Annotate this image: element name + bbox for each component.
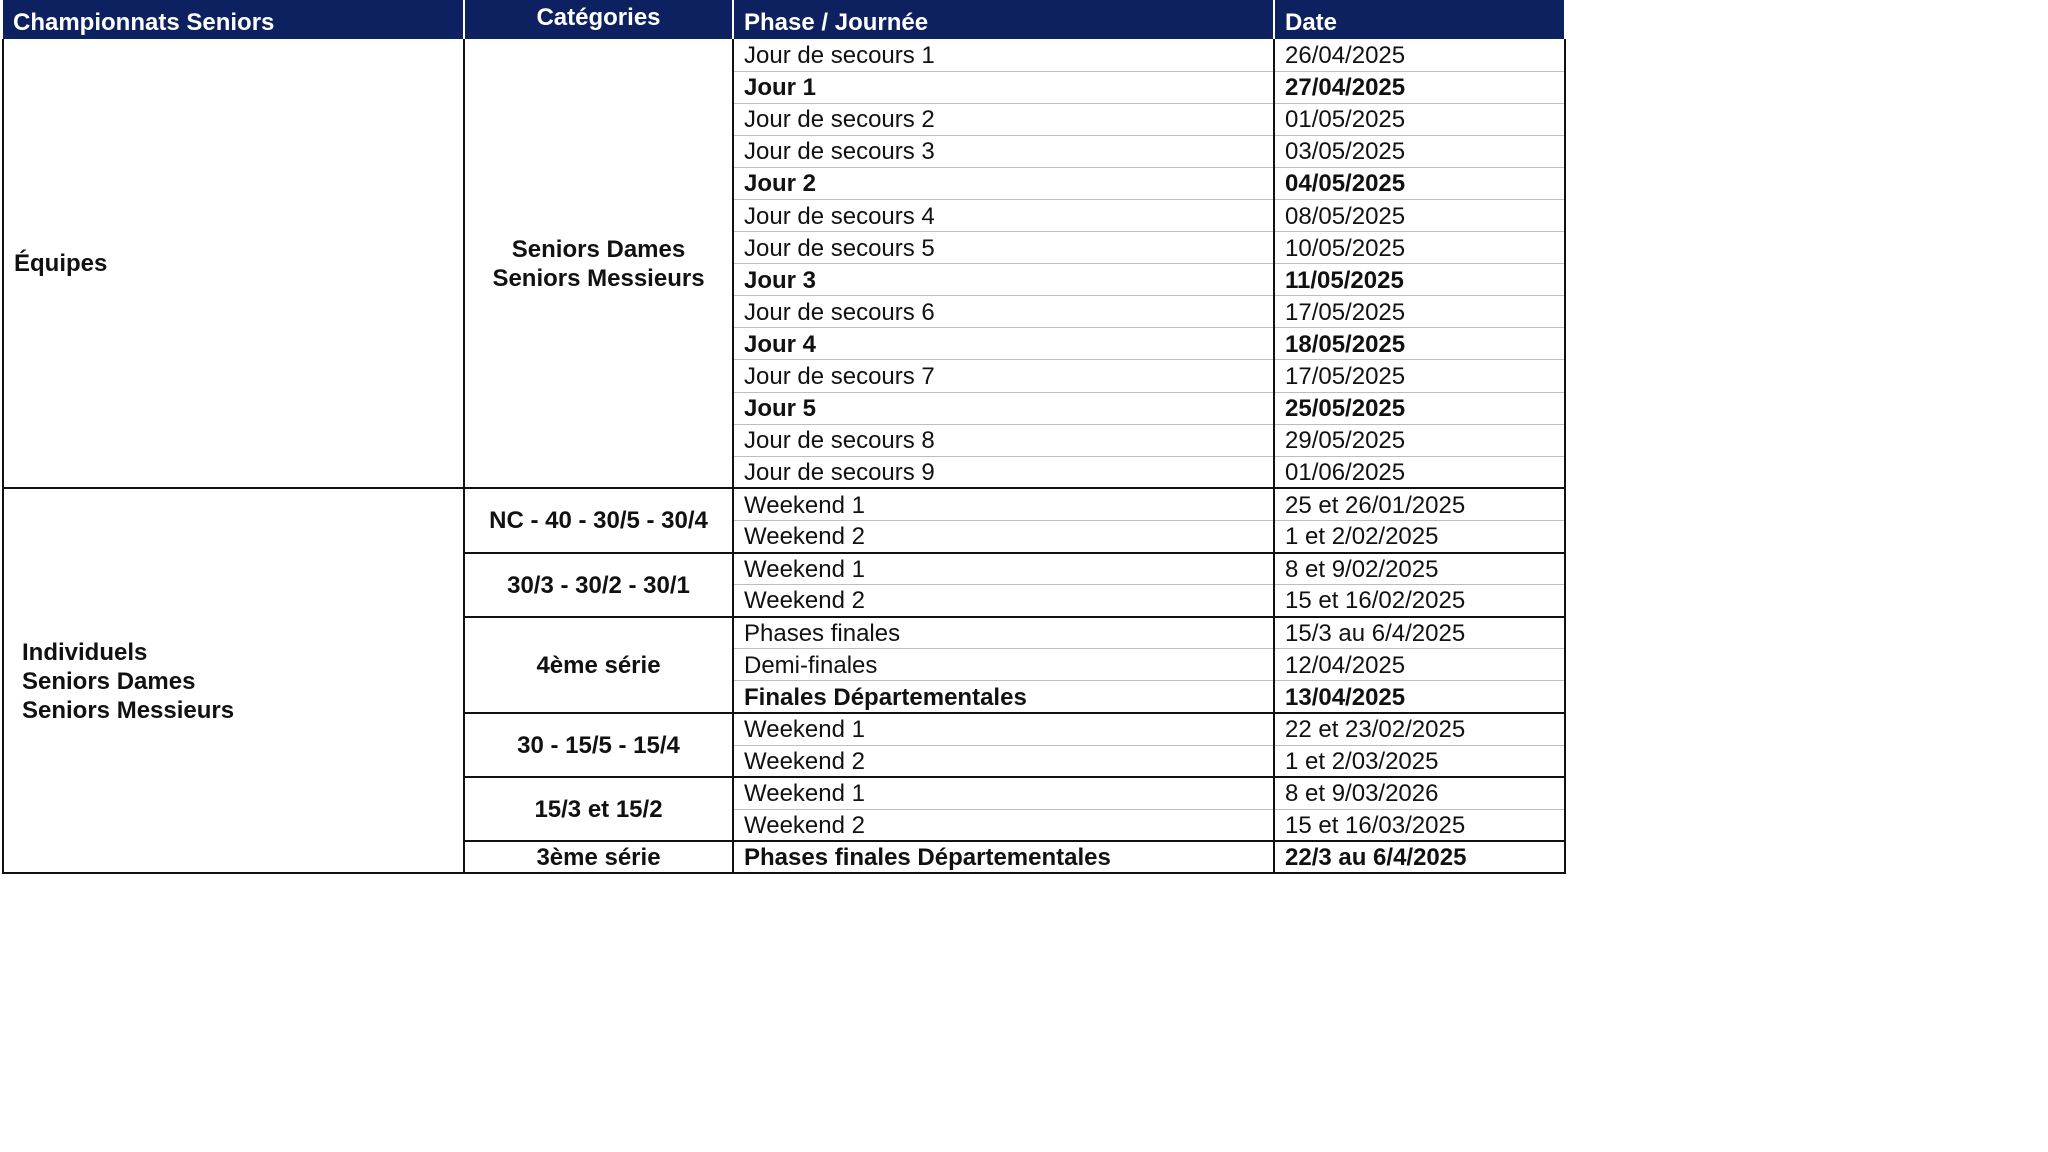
date-cell: 27/04/2025 [1274,71,1565,103]
date-cell: 15/3 au 6/4/2025 [1274,617,1565,649]
date-cell: 10/05/2025 [1274,232,1565,264]
table-row [3,39,1565,71]
date-cell: 12/04/2025 [1274,649,1565,681]
phase-cell: Jour 5 [733,392,1274,424]
phase-cell: Jour de secours 9 [733,456,1274,488]
phase-cell: Weekend 2 [733,745,1274,777]
phase-cell: Jour de secours 7 [733,360,1274,392]
phase-cell: Weekend 2 [733,585,1274,617]
date-cell: 03/05/2025 [1274,135,1565,167]
phase-cell: Phases finales [733,617,1274,649]
header-row [3,0,1565,39]
header-categories: Catégories [464,0,733,39]
phase-cell: Finales Départementales [733,681,1274,713]
phase-cell: Jour de secours 8 [733,424,1274,456]
phase-cell: Weekend 1 [733,488,1274,520]
category-cell: 30/3 - 30/2 - 30/1 [464,553,733,617]
date-cell: 22 et 23/02/2025 [1274,713,1565,745]
date-cell: 8 et 9/02/2025 [1274,553,1565,585]
phase-cell: Weekend 1 [733,553,1274,585]
phase-cell: Jour de secours 4 [733,199,1274,231]
date-cell: 29/05/2025 [1274,424,1565,456]
phase-cell: Jour 1 [733,71,1274,103]
header-phase: Phase / Journée [733,0,1274,39]
header-championnats: Championnats Seniors [3,0,464,39]
date-cell: 01/06/2025 [1274,456,1565,488]
date-cell: 25/05/2025 [1274,392,1565,424]
date-cell: 18/05/2025 [1274,328,1565,360]
date-cell: 17/05/2025 [1274,296,1565,328]
date-cell: 1 et 2/02/2025 [1274,520,1565,552]
phase-cell: Jour de secours 5 [733,232,1274,264]
phase-cell: Jour de secours 2 [733,103,1274,135]
category-cell: 30 - 15/5 - 15/4 [464,713,733,777]
phase-cell: Weekend 1 [733,777,1274,809]
date-cell: 15 et 16/03/2025 [1274,809,1565,841]
category-cell: 3ème série [464,841,733,873]
date-cell: 13/04/2025 [1274,681,1565,713]
phase-cell: Jour de secours 1 [733,39,1274,71]
category-cell: 15/3 et 15/2 [464,777,733,841]
date-cell: 01/05/2025 [1274,103,1565,135]
phase-cell: Demi-finales [733,649,1274,681]
table-row [3,488,1565,520]
date-cell: 26/04/2025 [1274,39,1565,71]
individuels-line: Seniors Messieurs [22,697,235,725]
category-cell: 4ème série [464,617,733,713]
phase-cell: Jour de secours 6 [733,296,1274,328]
phase-cell: Jour 2 [733,167,1274,199]
phase-cell: Weekend 1 [733,713,1274,745]
phase-cell: Weekend 2 [733,809,1274,841]
category-cell: NC - 40 - 30/5 - 30/4 [464,488,733,552]
header-date: Date [1274,0,1565,39]
date-cell: 8 et 9/03/2026 [1274,777,1565,809]
individuels-line: Seniors Dames [22,668,196,696]
category-cell [464,39,733,488]
category-line: Seniors Dames [511,236,686,264]
date-cell: 22/3 au 6/4/2025 [1274,841,1565,873]
date-cell: 15 et 16/02/2025 [1274,585,1565,617]
championship-schedule-table [2,0,1566,874]
section-label-equipes: Équipes [3,39,464,488]
date-cell: 08/05/2025 [1274,199,1565,231]
category-line: Seniors Messieurs [492,265,705,293]
date-cell: 17/05/2025 [1274,360,1565,392]
phase-cell: Jour 3 [733,264,1274,296]
phase-cell: Jour 4 [733,328,1274,360]
date-cell: 11/05/2025 [1274,264,1565,296]
section-label-individuels [3,488,464,873]
phase-cell: Weekend 2 [733,520,1274,552]
phase-cell: Phases finales Départementales [733,841,1274,873]
individuels-line: Individuels [22,639,148,667]
phase-cell: Jour de secours 3 [733,135,1274,167]
date-cell: 04/05/2025 [1274,167,1565,199]
date-cell: 1 et 2/03/2025 [1274,745,1565,777]
date-cell: 25 et 26/01/2025 [1274,488,1565,520]
